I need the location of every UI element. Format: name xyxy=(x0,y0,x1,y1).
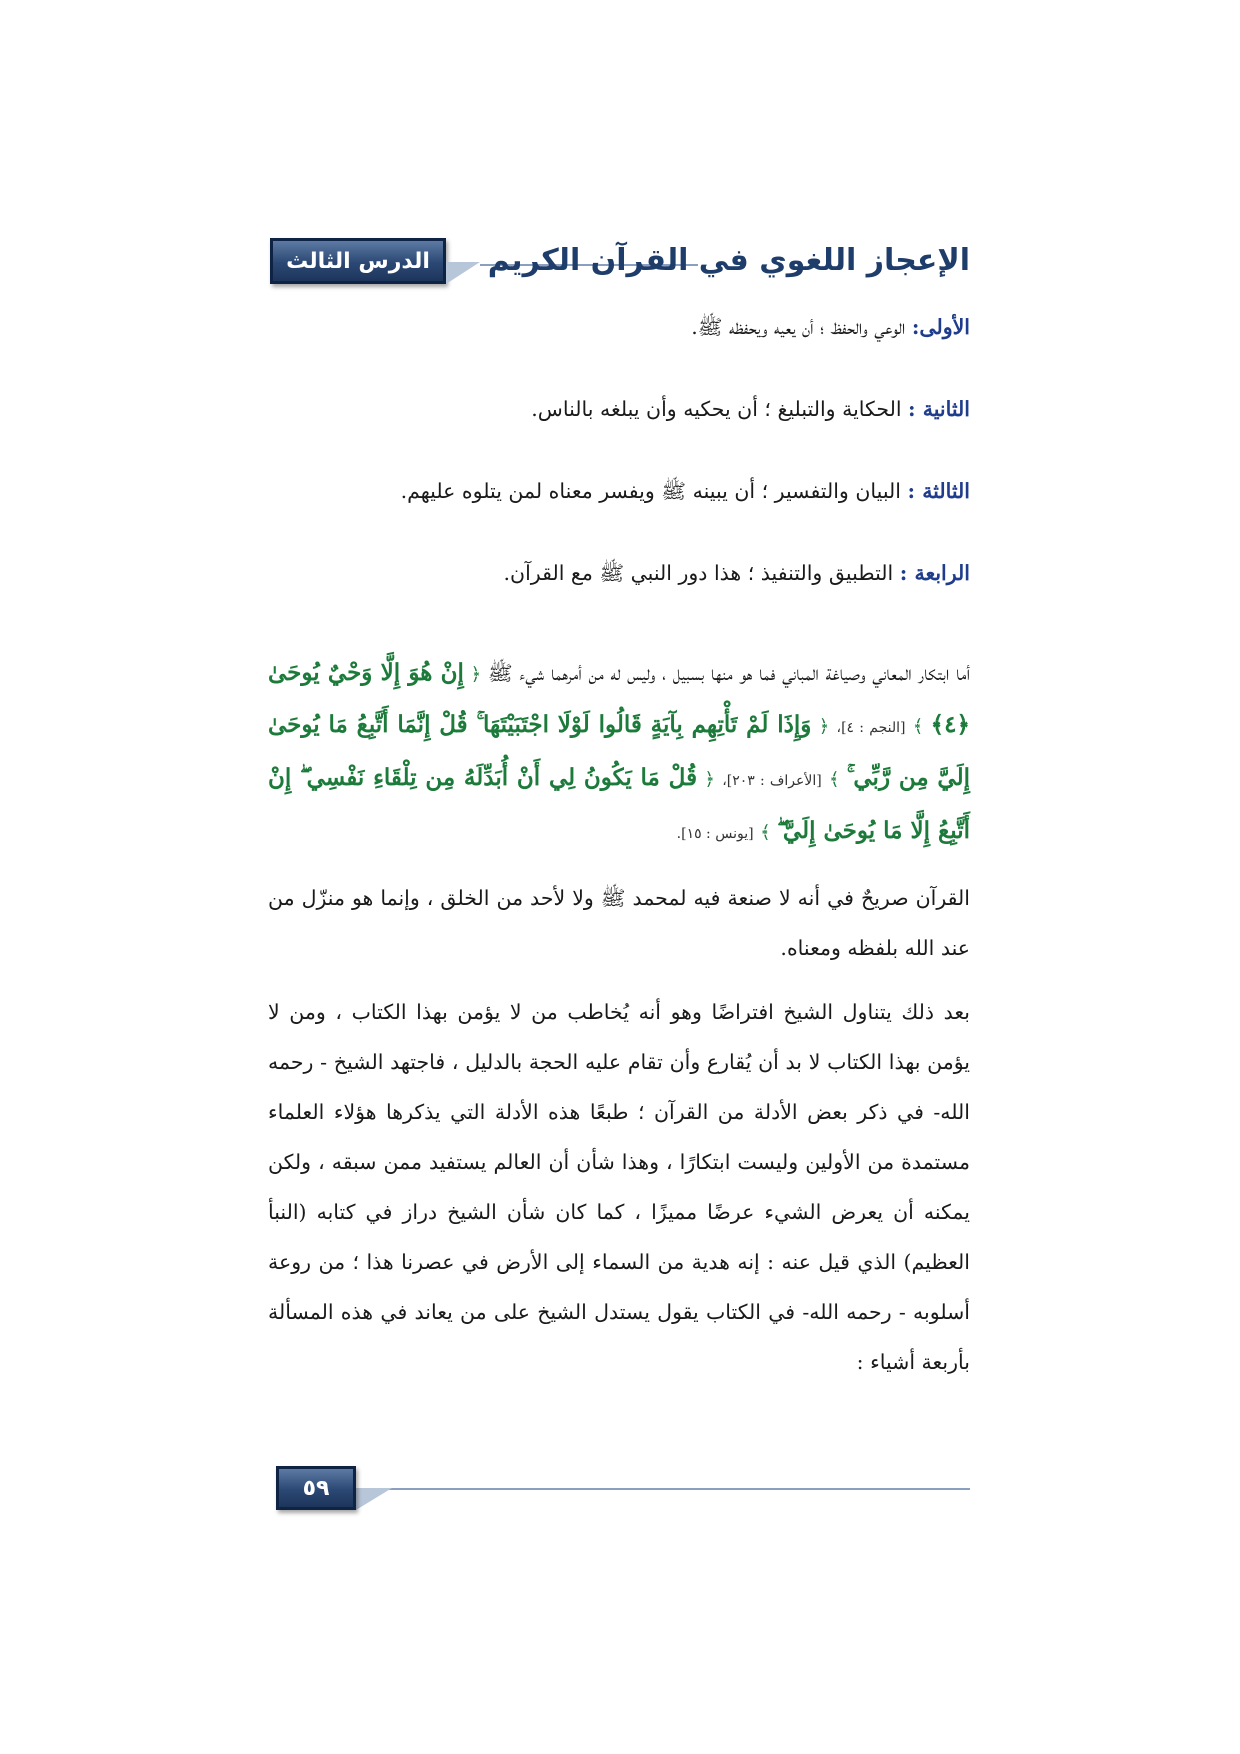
verse-reference: [النجم : ٤]، xyxy=(836,720,906,736)
verse-open-bracket: ﴿ xyxy=(470,664,482,685)
footer-ornament xyxy=(356,1488,392,1510)
verse-close-bracket: ﴾ xyxy=(912,716,924,737)
verse-reference: [الأعراف : ٢٠٣]، xyxy=(722,773,822,789)
point-label: الثالثة : xyxy=(907,479,970,503)
point-third xyxy=(268,466,970,516)
point-second xyxy=(268,384,970,434)
body-paragraph: بعد ذلك يتناول الشيخ افتراضًا وهو أنه يُخاطب من لا يؤمن بهذا الكتاب ، ومن لا يؤمن بهذا الكتاب لا بد أن يُقارع وأن تقام عليه الحجة بالدليل ، فاجتهد الشيخ - رحمه الله- في ذكر بعض الأدلة من القرآن ؛ طبعًا هذه الأدلة التي يذكرها هؤلاء العلماء مستمدة من الأولين وليست ابتكارًا ، وهذا شأن أن العالم يستفيد ممن سبقه ، ولكن يمكنه أن يعرض الشيء عرضًا مميزًا ، كما كان شأن الشيخ دراز في كتابه (النبأ العظيم) الذي قيل عنه : إنه هدية من السماء إلى الأرض في عصرنا هذا ؛ من روعة أسلوبه - رحمه الله- في الكتاب يقول يستدل الشيخ على من يعاند في هذه المسألة بأربعة أشياء : xyxy=(268,1000,970,1374)
intro-text: أما ابتكار المعاني وصياغة المباني فما هو منها بسبيل ، وليس له من أمرهما شيء ﷺ xyxy=(481,661,970,685)
verse-open-bracket: ﴿ xyxy=(818,716,830,737)
footer-rule xyxy=(356,1488,970,1490)
verse-reference: [يونس : ١٥]. xyxy=(676,826,754,842)
point-text: الوعي والحفظ ؛ أن يعيه ويحفظه ﷺ. xyxy=(691,315,912,339)
page-footer xyxy=(272,1466,970,1512)
quran-verse: وَإِذَا لَمْ تَأْتِهِم بِآيَةٍ قَالُوا لَوْلَا اجْتَبَيْتَهَا ۚ قُلْ إِنَّمَا أَتَّبِعُ مَا يُوحَىٰ إِلَيَّ مِن رَّبِّي ۚ xyxy=(268,711,970,791)
point-label: الأولى: xyxy=(911,315,970,339)
point-label: الثانية : xyxy=(908,397,970,421)
page-number-box xyxy=(276,1466,356,1510)
page-header xyxy=(270,238,970,286)
chapter-tab xyxy=(270,238,446,284)
page-number: ٥٩ xyxy=(302,1475,330,1501)
point-text: التطبيق والتنفيذ ؛ هذا دور النبي ﷺ مع القرآن. xyxy=(503,561,900,585)
book-title: الإعجاز اللغوي في القرآن الكريم xyxy=(487,243,970,278)
verse-open-bracket: ﴿ xyxy=(704,769,715,790)
point-text: الحكاية والتبليغ ؛ أن يحكيه وأن يبلغه بالناس. xyxy=(531,397,909,421)
quran-verse: قُلْ مَا يَكُونُ لِي أَنْ أُبَدِّلَهُ مِن تِلْقَاءِ نَفْسِي ۖ إِنْ أَتَّبِعُ إِلَّا مَا يُوحَىٰ إِلَيَّ ۖ xyxy=(268,764,970,844)
body-paragraph: القرآن صريحٌ في أنه لا صنعة فيه لمحمد ﷺ ولا لأحد من الخلق ، وإنما هو منزّل من عند الله بلفظه ومعناه. xyxy=(268,886,970,960)
verse-close-bracket: ﴾ xyxy=(760,822,771,843)
quran-citation-paragraph xyxy=(268,648,970,859)
quran-verse: إِنْ هُوَ إِلَّا وَحْيٌ يُوحَىٰ ﴿٤﴾ xyxy=(268,659,970,738)
point-first xyxy=(268,302,970,352)
chapter-label: الدرس الثالث xyxy=(286,248,430,274)
point-text: البيان والتفسير ؛ أن يبينه ﷺ ويفسر معناه لمن يتلوه عليهم. xyxy=(400,479,908,503)
point-label: الرابعة : xyxy=(899,561,970,585)
header-ornament xyxy=(446,262,480,284)
point-fourth xyxy=(268,548,970,598)
verse-close-bracket: ﴾ xyxy=(829,769,840,790)
page-body xyxy=(268,302,970,1387)
